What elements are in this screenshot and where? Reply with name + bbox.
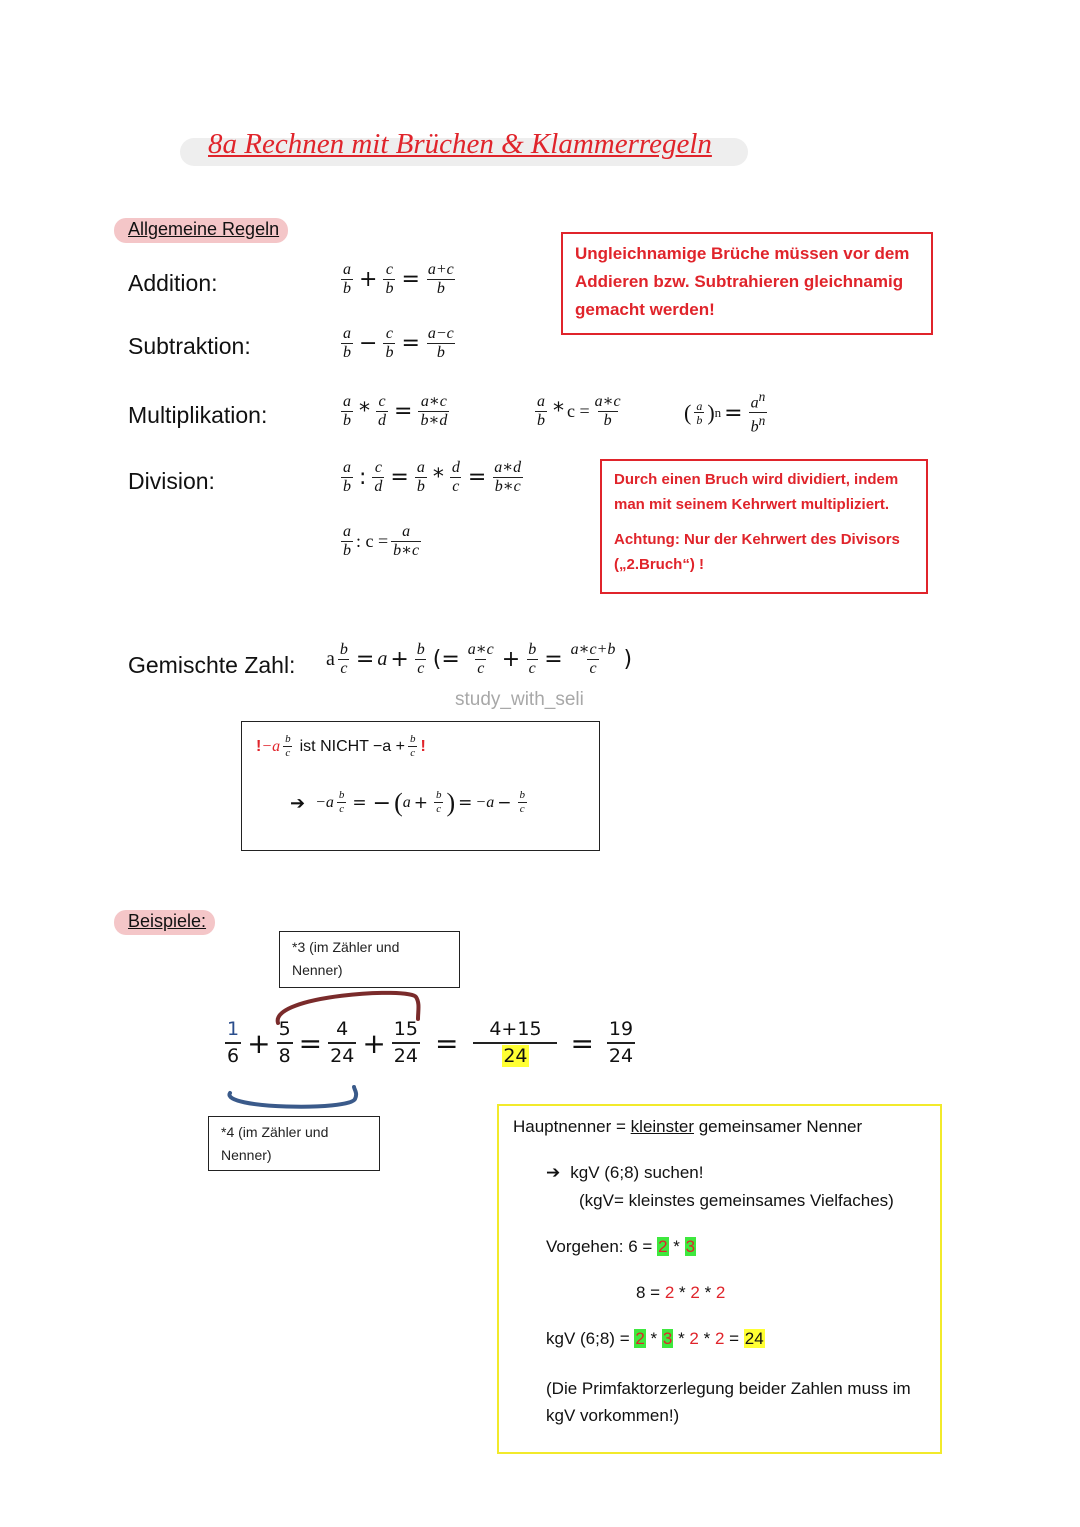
mixed-warning-line: ! −a $\frac{b}{c}$ ist NICHT −a + $\frac{b}{c}$ ! <box>256 733 426 759</box>
division-rule-text: Durch einen Bruch wird dividiert, indem man mit seinem Kehrwert multipliziert. <box>614 471 899 513</box>
examples-tag: Beispiele: <box>114 910 215 935</box>
mixed-warning-box <box>241 721 600 851</box>
power-formula: ( $\frac{a}{b}$ ) n = $\frac{a^n}{b^n}$ <box>684 389 766 436</box>
lcm-explanation-box <box>497 1104 942 1454</box>
fraction-1: $\frac{1}{6}$ <box>227 1018 240 1067</box>
arrow-right-icon: ➔ <box>546 1163 561 1182</box>
subtraction-label: Subtraktion: <box>128 333 251 359</box>
page-title: 8a Rechnen mit Brüchen & Klammerregeln <box>208 128 712 160</box>
factorization-8: 8 = 2 * 2 * 2 <box>636 1283 726 1302</box>
mult4-note: *4 (im Zähler und Nenner) <box>208 1116 380 1171</box>
lcm-result: kgV (6;8) = 2 * 3 * 2 * 2 = 24 <box>546 1329 764 1348</box>
factorization-6: Vorgehen: 6 = 2 * 3 <box>546 1237 696 1256</box>
rules-tag: Allgemeine Regeln <box>114 218 288 243</box>
multiplication-formula: $\frac{a}{b}$ * $\frac{c}{d}$ = $\frac{a∗c}{b∗d}$ <box>343 393 448 429</box>
fraction-4: $\frac{15}{24}$ <box>393 1018 418 1067</box>
fraction-3: $\frac{4}{24}$ <box>330 1018 355 1067</box>
mixed-number-label: Gemischte Zahl: <box>128 652 296 678</box>
example-equation: $\frac{1}{6}$ + $\frac{5}{8}$ = $\frac{4}{24}$ + $\frac{15}{24}$ = $\frac{4+15}{24}$ = $\frac{19}{24}$ <box>227 1018 634 1067</box>
arc-bottom <box>229 1087 356 1107</box>
watermark: study_with_seli <box>455 689 584 710</box>
mult3-note: *3 (im Zähler und Nenner) <box>279 931 460 988</box>
find-lcm-line: ➔ kgV (6;8) suchen! <box>546 1163 704 1182</box>
addition-formula: $\frac{a}{b}$ + $\frac{c}{b}$ = $\frac{a+c}{b}$ <box>343 261 454 297</box>
mixed-negation-formula: ➔ −a $\frac{b}{c}$ = − ( a + $\frac{b}{c}$ ) = −a − $\frac{b}{c}$ <box>290 788 525 817</box>
subtraction-formula: $\frac{a}{b}$ − $\frac{c}{b}$ = $\frac{a-c}{b}$ <box>343 325 454 361</box>
prime-factor-note: (Die Primfaktorzerlegung beider Zahlen muss im kgV vorkommen!) <box>546 1379 911 1425</box>
fraction-2: $\frac{5}{8}$ <box>278 1018 291 1067</box>
division-scalar-formula: $\frac{a}{b}$ : c = $\frac{a}{b∗c}$ <box>343 523 420 559</box>
division-rule-box <box>600 459 928 594</box>
multiplication-label: Multiplikation: <box>128 402 268 428</box>
mixed-warning-text: ist NICHT <box>299 737 369 755</box>
division-formula: $\frac{a}{b}$ : $\frac{c}{d}$ = $\frac{a}{b}$ * $\frac{d}{c}$ = $\frac{a∗d}{b∗c}$ <box>343 459 522 495</box>
mixed-number-formula: a $\frac{b}{c}$ = a + $\frac{b}{c}$ (= $\frac{a∗c}{c}$ + $\frac{b}{c}$ = $\frac{a∗c+b}{c}$ ) <box>326 641 633 677</box>
fraction-5: $\frac{4+15}{24}$ <box>473 1020 557 1067</box>
division-warning-text: Achtung: Nur der Kehrwert des Divisors („2.Bruch“) ! <box>614 531 900 573</box>
unlike-denominators-note: Ungleichnamige Brüche müssen vor dem Addieren bzw. Subtrahieren gleichnamig gemacht werden! <box>561 232 933 335</box>
addition-label: Addition: <box>128 270 218 296</box>
fraction-6: $\frac{19}{24}$ <box>608 1018 634 1067</box>
main-denominator-definition: Hauptnenner = kleinster gemeinsamer Nenner <box>513 1117 863 1136</box>
multiplication-scalar-formula: $\frac{a}{b}$ * c = $\frac{a∗c}{b}$ <box>537 393 621 429</box>
lcm-definition: (kgV= kleinstes gemeinsames Vielfaches) <box>579 1191 894 1210</box>
division-label: Division: <box>128 468 215 494</box>
